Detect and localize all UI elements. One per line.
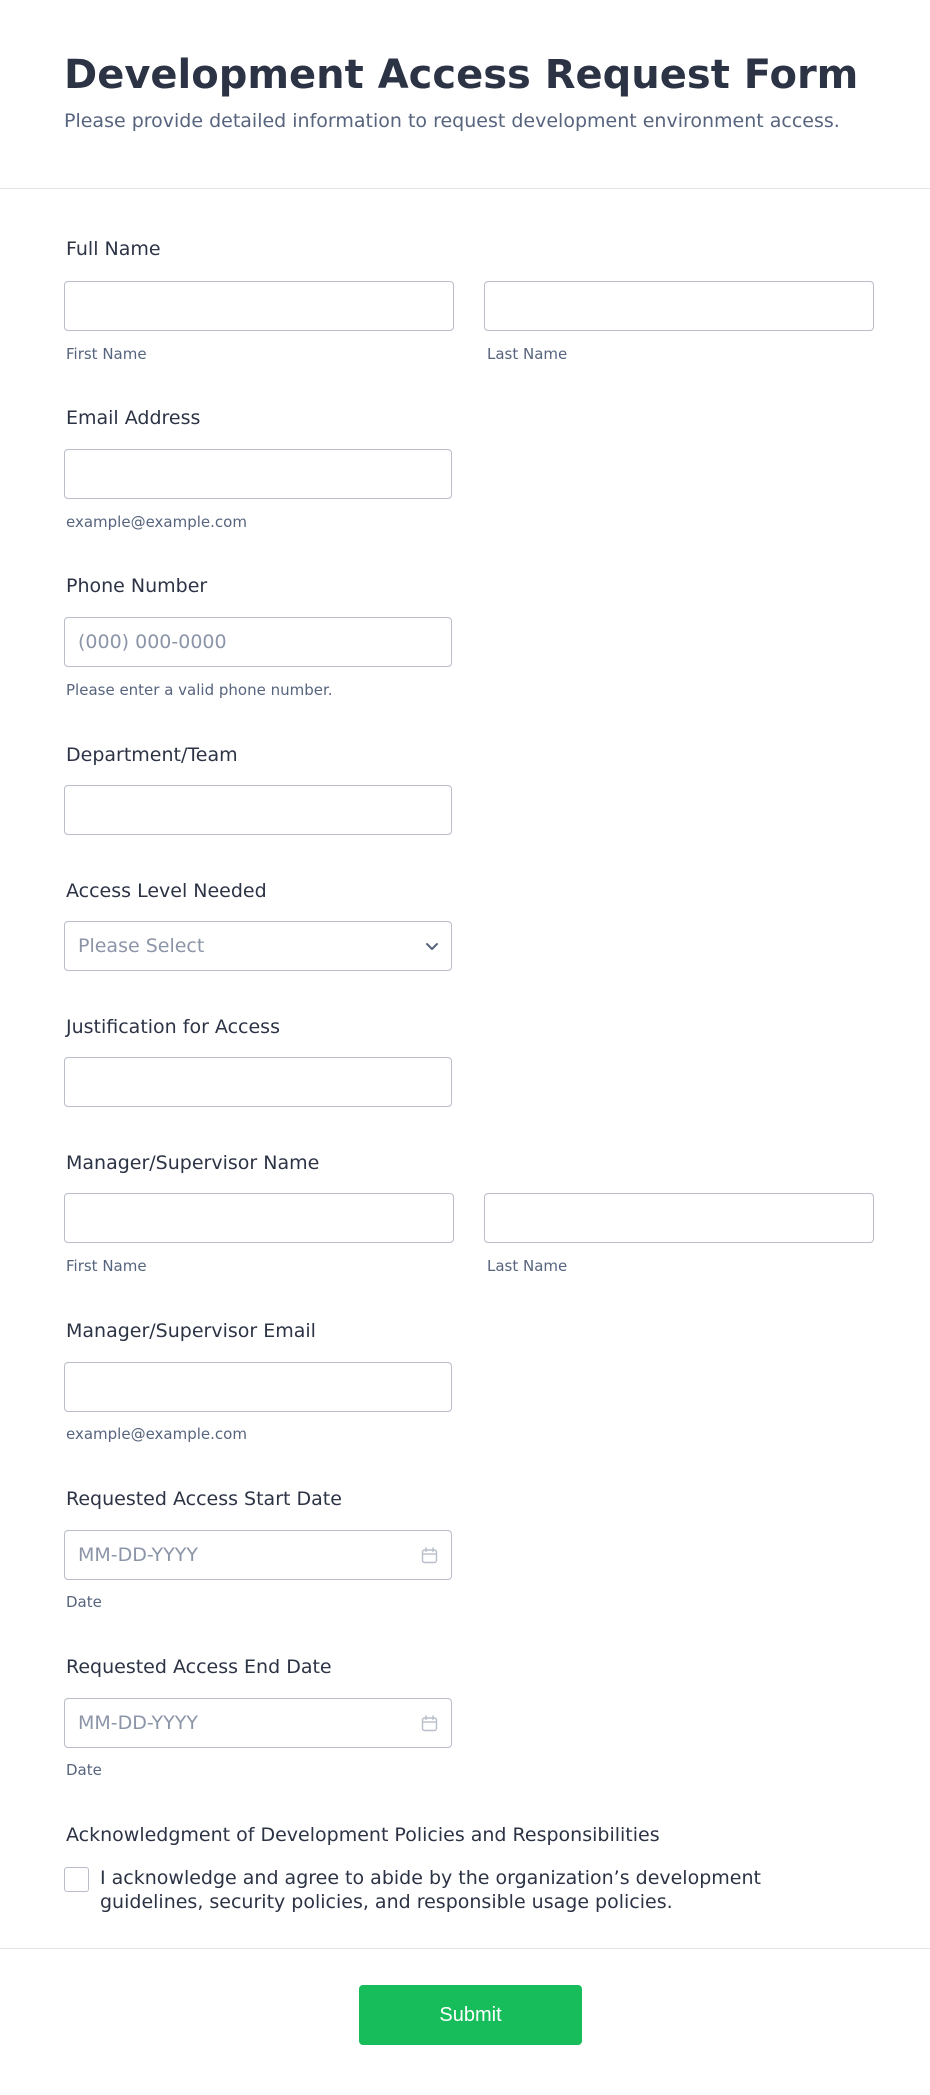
footer-divider bbox=[0, 1948, 930, 1949]
last-name-input[interactable] bbox=[484, 281, 874, 331]
end-date-sublabel: Date bbox=[66, 1761, 102, 1779]
justification-input[interactable] bbox=[64, 1057, 452, 1107]
form-subtitle: Please provide detailed information to request development environment access. bbox=[64, 110, 840, 132]
manager-last-name-sublabel: Last Name bbox=[487, 1257, 568, 1275]
end-date-label: Requested Access End Date bbox=[66, 1656, 332, 1678]
access-level-label: Access Level Needed bbox=[66, 880, 267, 902]
manager-email-input[interactable] bbox=[64, 1362, 452, 1412]
department-input[interactable] bbox=[64, 785, 452, 835]
access-level-selected: Please Select bbox=[78, 935, 205, 957]
first-name-sublabel: First Name bbox=[66, 345, 147, 363]
calendar-icon[interactable] bbox=[421, 1715, 438, 1732]
start-date-placeholder: MM-DD-YYYY bbox=[78, 1544, 198, 1566]
email-label: Email Address bbox=[66, 407, 201, 429]
phone-label: Phone Number bbox=[66, 575, 208, 597]
department-label: Department/Team bbox=[66, 744, 238, 766]
submit-button[interactable]: Submit bbox=[359, 1985, 582, 2045]
start-date-input[interactable] bbox=[64, 1530, 452, 1580]
access-level-select[interactable] bbox=[64, 921, 452, 971]
email-sublabel: example@example.com bbox=[66, 513, 247, 531]
acknowledgment-label: Acknowledgment of Development Policies and Responsibilities bbox=[66, 1824, 660, 1846]
manager-name-label: Manager/Supervisor Name bbox=[66, 1152, 320, 1174]
manager-last-name-input[interactable] bbox=[484, 1193, 874, 1243]
chevron-down-icon bbox=[425, 939, 439, 953]
acknowledgment-checkbox[interactable] bbox=[64, 1867, 89, 1892]
form-title: Development Access Request Form bbox=[64, 52, 859, 98]
form-header bbox=[0, 0, 930, 189]
end-date-input[interactable] bbox=[64, 1698, 452, 1748]
justification-label: Justification for Access bbox=[66, 1016, 280, 1038]
acknowledgment-checkbox-text[interactable]: I acknowledge and agree to abide by the organization’s development guidelines, security policies, and responsible usage policies. bbox=[100, 1867, 761, 1913]
start-date-label: Requested Access Start Date bbox=[66, 1488, 342, 1510]
manager-email-label: Manager/Supervisor Email bbox=[66, 1320, 316, 1342]
full-name-label: Full Name bbox=[66, 238, 161, 260]
last-name-sublabel: Last Name bbox=[487, 345, 568, 363]
start-date-sublabel: Date bbox=[66, 1593, 102, 1611]
manager-email-sublabel: example@example.com bbox=[66, 1425, 247, 1443]
phone-input[interactable] bbox=[64, 617, 452, 667]
calendar-icon[interactable] bbox=[421, 1547, 438, 1564]
manager-first-name-input[interactable] bbox=[64, 1193, 454, 1243]
phone-sublabel: Please enter a valid phone number. bbox=[66, 681, 333, 699]
manager-first-name-sublabel: First Name bbox=[66, 1257, 147, 1275]
first-name-input[interactable] bbox=[64, 281, 454, 331]
email-input[interactable] bbox=[64, 449, 452, 499]
end-date-placeholder: MM-DD-YYYY bbox=[78, 1712, 198, 1734]
phone-placeholder: (000) 000-0000 bbox=[78, 631, 227, 653]
